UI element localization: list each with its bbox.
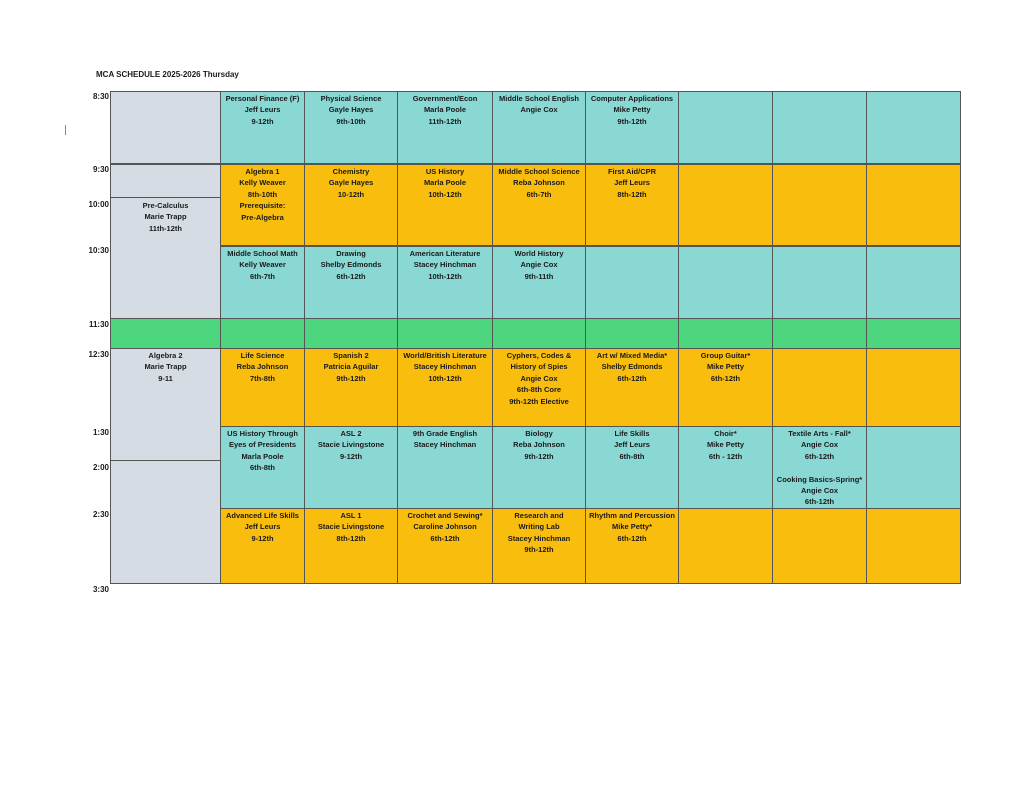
class-info-line: Marla Poole [423, 178, 467, 188]
class-block [220, 348, 305, 427]
time-label: 8:30 [92, 92, 109, 101]
class-info-line: Gayle Hayes [328, 178, 374, 188]
class-block [397, 164, 493, 246]
empty-slot [772, 164, 867, 246]
class-info-line: Rhythm and Percussion [589, 511, 675, 520]
class-info-line: Angie Cox [800, 486, 839, 496]
class-block [397, 348, 493, 427]
class-info-line: 9th-10th [336, 116, 366, 126]
class-info-line: Algebra 1 [245, 167, 280, 176]
empty-slot [110, 91, 221, 164]
class-info-line: 6th-8th Core [516, 385, 562, 395]
lunch-slot [220, 318, 305, 349]
class-info-line: Pre-Calculus [142, 201, 189, 210]
class-info-line: Jeff Leurs [614, 440, 650, 450]
time-label: 9:30 [92, 165, 109, 174]
class-info-line: Art w/ Mixed Media* [596, 351, 668, 360]
class-block [220, 246, 305, 319]
class-info-line: Reba Johnson [513, 178, 565, 188]
class-block [397, 508, 493, 584]
class-info-line: Life Skills [614, 429, 650, 438]
lunch-slot [492, 318, 586, 349]
class-info-line: Stacie Livingstone [317, 440, 385, 450]
class-block [304, 508, 398, 584]
empty-slot [772, 508, 867, 584]
time-label: 10:00 [88, 200, 109, 209]
empty-slot [678, 164, 773, 246]
class-info-line: Mike Petty* [611, 522, 653, 532]
empty-slot [110, 460, 221, 584]
class-info-line: 6th-7th [250, 271, 275, 281]
class-block [492, 508, 586, 584]
class-info-line: 9th-12th [617, 116, 647, 126]
class-block [585, 508, 679, 584]
class-block [585, 91, 679, 164]
class-block [304, 91, 398, 164]
class-info-line: Advanced Life Skills [226, 511, 299, 520]
class-info-line: 9th-11th [524, 271, 554, 281]
class-info-line: 8th-12th [617, 189, 647, 199]
class-info-line: History of Spies [510, 362, 568, 372]
class-info-line: Pre-Algebra [241, 212, 284, 222]
class-info-line: Stacie Livingstone [317, 522, 385, 532]
class-info-line: Mike Petty [706, 440, 745, 450]
class-block [304, 246, 398, 319]
empty-slot [678, 508, 773, 584]
class-info-line: Middle School Math [227, 249, 298, 258]
class-info-line: Eyes of Presidents [228, 440, 297, 450]
class-info-line: Government/Econ [412, 94, 478, 103]
class-info-line: Algebra 2 [148, 351, 183, 360]
class-info-line: Marla Poole [241, 451, 284, 461]
class-info-line: Middle School English [498, 94, 579, 103]
class-info-line: Mike Petty [613, 105, 651, 115]
class-info-line: Patricia Aguilar [323, 362, 379, 372]
class-info-line: Marie Trapp [144, 212, 187, 222]
class-block [492, 348, 586, 427]
class-block [220, 508, 305, 584]
lunch-slot [397, 318, 493, 349]
class-info-line: 9-12th [251, 116, 274, 126]
class-block [220, 164, 305, 246]
class-info-line: Biology [525, 429, 553, 438]
class-info-line: 6th-12th [430, 533, 460, 543]
class-info-line: Group Guitar* [700, 351, 751, 360]
time-label: 11:30 [88, 320, 109, 329]
empty-slot [866, 164, 961, 246]
class-info-line: Chemistry [332, 167, 370, 176]
class-block [304, 426, 398, 509]
class-info-line: 6th-12th [617, 533, 647, 543]
class-info-line: Crochet and Sewing* [407, 511, 483, 520]
class-info-line: 6th-12th [710, 373, 741, 383]
class-block [772, 426, 867, 509]
time-label: 3:30 [92, 585, 109, 594]
time-label: 2:00 [92, 463, 109, 472]
class-info-line: 10th-12th [428, 271, 462, 281]
empty-slot [866, 426, 961, 509]
class-block [220, 91, 305, 164]
class-info-line: 6th-12th [336, 271, 366, 281]
class-block [492, 426, 586, 509]
class-info-line: Caroline Johnson [413, 522, 477, 532]
class-block [397, 246, 493, 319]
class-info-line: Jeff Leurs [614, 178, 650, 188]
class-info-line: Reba Johnson [236, 362, 289, 372]
class-info-line: Jeff Leurs [244, 522, 281, 532]
class-info-line: Middle School Science [498, 167, 580, 176]
page-title: MCA SCHEDULE 2025-2026 Thursday [96, 70, 239, 79]
class-block [304, 348, 398, 427]
lunch-slot [866, 318, 961, 349]
lunch-slot [585, 318, 679, 349]
class-info-line: 6th-8th [250, 463, 275, 473]
class-block [492, 246, 586, 319]
class-info-line: 9th-12th [336, 373, 366, 383]
empty-slot [678, 91, 773, 164]
class-info-line: Shelby Edmonds [320, 260, 382, 270]
class-info-line: Choir* [714, 429, 737, 438]
class-block [678, 348, 773, 427]
class-info-line: 11th-12th [149, 223, 182, 233]
class-info-line: 9th Grade English [412, 429, 478, 438]
lunch-slot [110, 318, 221, 349]
class-info-line: First Aid/CPR [607, 167, 657, 176]
empty-slot [866, 91, 961, 164]
empty-slot [772, 348, 867, 427]
class-info-line [773, 462, 866, 473]
class-block [585, 426, 679, 509]
empty-slot [110, 164, 221, 198]
class-info-line: Stacey Hinchman [413, 440, 477, 450]
class-info-line: 9th-12th [524, 545, 554, 555]
class-info-line: 10-12th [337, 189, 365, 199]
algebra2-block [110, 348, 221, 461]
class-info-line: Marie Trapp [144, 362, 187, 372]
class-info-line: Cooking Basics-Spring* [776, 474, 863, 484]
class-info-line: Physical Science [320, 94, 382, 103]
class-block [492, 164, 586, 246]
class-info-line: Kelly Weaver [239, 260, 286, 270]
class-info-line: 6th - 12th [708, 451, 743, 461]
class-info-line: 6th-12th [804, 497, 835, 507]
class-info-line: 9th-12th [524, 451, 554, 461]
class-info-line: 10th-12th [428, 373, 462, 383]
class-info-line: ASL 2 [340, 429, 362, 438]
class-info-line: World/British Literature [403, 351, 487, 360]
empty-slot [866, 508, 961, 584]
class-info-line: Writing Lab [518, 522, 560, 532]
class-info-line: Mike Petty [706, 362, 745, 372]
class-block [304, 164, 398, 246]
class-info-line: Shelby Edmonds [601, 362, 663, 372]
class-info-line: Research and [514, 511, 564, 520]
class-info-line: Reba Johnson [513, 440, 565, 450]
class-info-line: 8th-10th [247, 189, 278, 199]
class-info-line: 8th-12th [336, 533, 366, 543]
class-info-line: Angie Cox [800, 440, 839, 450]
class-block [585, 164, 679, 246]
class-info-line: Angie Cox [520, 373, 558, 383]
time-label: 1:30 [92, 428, 109, 437]
time-label: 10:30 [88, 246, 109, 255]
empty-slot [585, 246, 679, 319]
class-block [397, 426, 493, 509]
class-info-line: Stacey Hinchman [413, 260, 477, 270]
class-info-line: 6th-7th [526, 189, 552, 199]
class-info-line: Textile Arts - Fall* [788, 429, 851, 438]
empty-slot [772, 246, 867, 319]
class-block [492, 91, 586, 164]
class-info-line: Gayle Hayes [328, 105, 374, 115]
class-info-line: 9-11 [158, 373, 173, 383]
class-info-line: 7th-8th [250, 373, 275, 383]
class-info-line: Jeff Leurs [244, 105, 281, 115]
class-info-line: US History Through [227, 429, 298, 438]
class-block [397, 91, 493, 164]
time-label: 2:30 [92, 510, 109, 519]
class-info-line: Personal Finance (F) [225, 94, 300, 103]
class-info-line: ASL 1 [340, 511, 362, 520]
class-info-line: Cyphers, Codes & [506, 351, 572, 360]
class-block [220, 426, 305, 509]
class-info-line: 9-12th [251, 533, 274, 543]
empty-slot [772, 91, 867, 164]
class-info-line: 9-12th [339, 451, 363, 461]
class-info-line: 11th-12th [428, 116, 462, 126]
class-info-line: US History [425, 167, 465, 176]
class-info-line: 6th-12th [617, 373, 647, 383]
class-info-line: Kelly Weaver [239, 178, 286, 188]
class-info-line: Stacey Hinchman [413, 362, 477, 372]
class-info-line: 9th-12th Elective [509, 396, 569, 406]
class-info-line: 6th-8th [619, 451, 645, 461]
class-info-line: Stacey Hinchman [507, 533, 571, 543]
lunch-slot [678, 318, 773, 349]
lunch-slot [772, 318, 867, 349]
margin-mark [65, 125, 66, 135]
class-info-line: Angie Cox [520, 260, 558, 270]
class-block [678, 426, 773, 509]
empty-slot [866, 348, 961, 427]
class-info-line: Marla Poole [423, 105, 467, 115]
empty-slot [866, 246, 961, 319]
class-info-line: Computer Applications [590, 94, 674, 103]
class-info-line: Prerequisite: [239, 201, 286, 211]
class-info-line: Life Science [240, 351, 285, 360]
class-info-line: Angie Cox [520, 105, 558, 115]
class-info-line: Spanish 2 [333, 351, 369, 360]
time-label: 12:30 [88, 350, 109, 359]
lunch-slot [304, 318, 398, 349]
class-info-line: 10th-12th [428, 189, 462, 199]
class-info-line: 6th-12th [804, 451, 835, 461]
class-info-line: Drawing [336, 249, 366, 258]
class-block [585, 348, 679, 427]
empty-slot [678, 246, 773, 319]
class-info-line: American Literature [409, 249, 481, 258]
class-info-line: World History [514, 249, 564, 258]
